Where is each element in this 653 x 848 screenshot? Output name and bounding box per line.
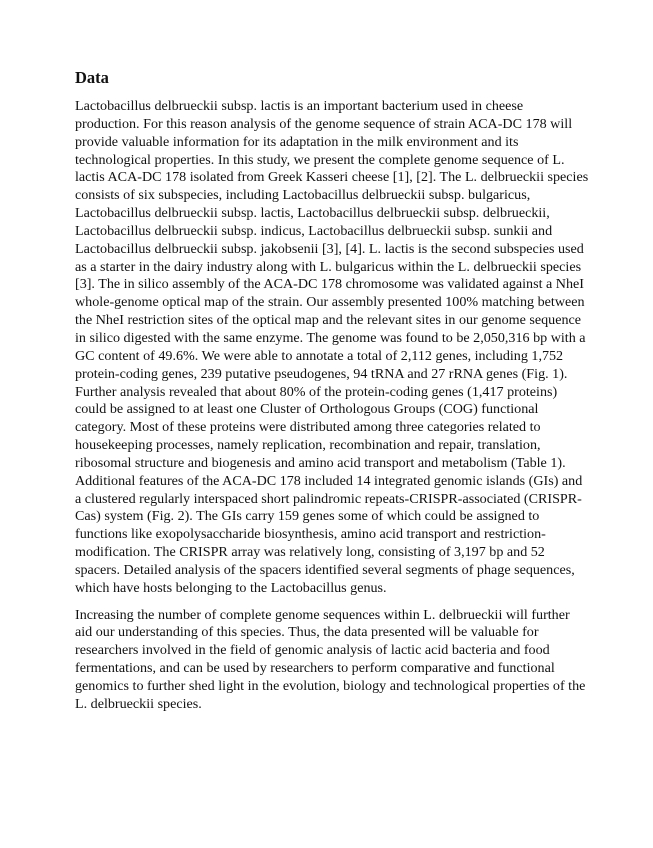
paragraph-genome-description: Lactobacillus delbrueckii subsp. lactis is an important bacterium used in cheese production. For this reason analysis of the genome sequence of strain ACA-DC 178 will provide valuable information for its adaptation in the milk environment and its technological properties. In this study, we present the complete genome sequence of L. lactis ACA-DC 178 isolated from Greek Kasseri cheese [1], [2]. The L. delbrueckii species consists of six subspecies, including Lactobacillus delbrueckii subsp. bulgaricus, Lactobacillus delbrueckii subsp. lactis, Lactobacillus delbrueckii subsp. delbrueckii, Lactobacillus delbrueckii subsp. indicus, Lactobacillus delbrueckii subsp. sunkii and Lactobacillus delbrueckii subsp. jakobsenii [3], [4]. L. lactis is the second subspecies used as a starter in the dairy industry along with L. bulgaricus within the L. delbrueckii species [3]. The in silico assembly of the ACA-DC 178 chromosome was validated against a NheI whole-genome optical map of the strain. Our assembly presented 100% matching between the NheI restriction sites of the optical map and the relevant sites in our genome sequence in silico digested with the same enzyme. The genome was found to be 2,050,316 bp with a GC content of 49.6%. We were able to annotate a total of 2,112 genes, including 1,752 protein-coding genes, 239 putative pseudogenes, 94 tRNA and 27 rRNA genes (Fig. 1). Further analysis revealed that about 80% of the protein-coding genes (1,417 proteins) could be assigned to at least one Cluster of Orthologous Groups (COG) functional category. Most of these proteins were distributed among three categories related to housekeeping processes, namely replication, recombination and repair, translation, ribosomal structure and biogenesis and amino acid transport and metabolism (Table 1). Additional features of the ACA-DC 178 included 14 integrated genomic islands (GIs) and a clustered regularly interspaced short palindromic repeats-CRISPR-associated (CRISPR-Cas) system (Fig. 2). The GIs carry 159 genes some of which could be assigned to functions like exopolysaccharide biosynthesis, amino acid transport and restriction-modification. The CRISPR array was relatively long, consisting of 3,197 bp and 52 spacers. Detailed analysis of the spacers identified several segments of phage sequences, which have hosts belonging to the Lactobacillus genus. <box>75 98 589 596</box>
document-page <box>75 68 590 714</box>
paragraph-significance: Increasing the number of complete genome sequences within L. delbrueckii will further aid our understanding of this species. Thus, the data presented will be valuable for researchers involved in the field of genomic analysis of lactic acid bacteria and food fermentations, and can be used by researchers to perform comparative and functional genomics to further shed light in the evolution, biology and technological properties of the L. delbrueckii species. <box>75 606 586 712</box>
section-heading: Data <box>75 68 109 87</box>
